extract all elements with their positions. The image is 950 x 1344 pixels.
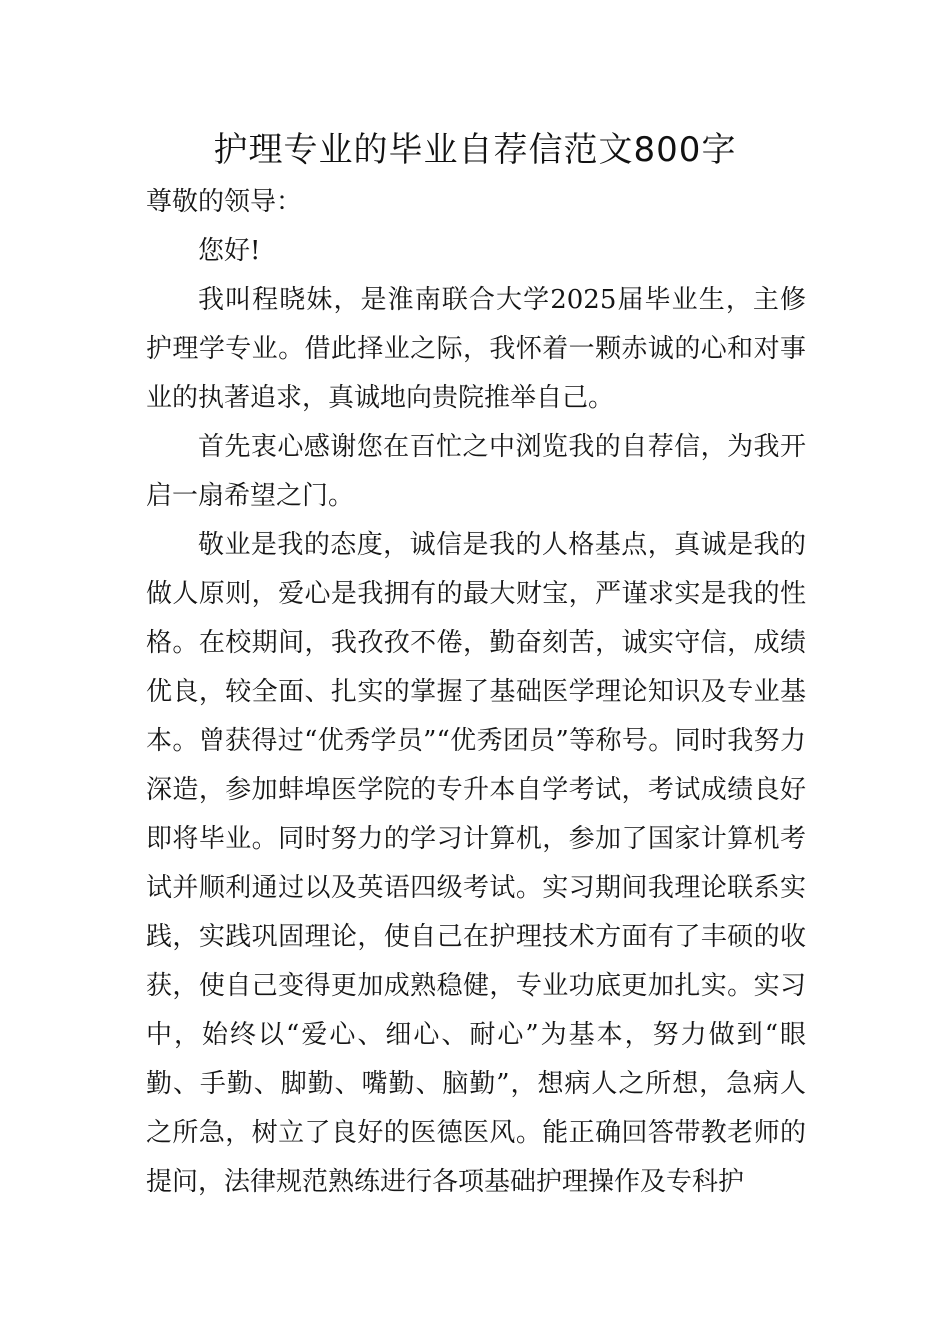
paragraph-introduction: 我叫程晓妹，是淮南联合大学2025届毕业生，主修护理学专业。借此择业之际，我怀着一颗赤诚的心和对事业的执著追求，真诚地向贵院推举自己。 — [146, 285, 806, 413]
paragraph-thanks: 首先衷心感谢您在百忙之中浏览我的自荐信，为我开启一扇希望之门。 — [146, 432, 806, 511]
greeting: 您好! — [198, 236, 261, 266]
paragraph-qualifications: 敬业是我的态度，诚信是我的人格基点，真诚是我的做人原则，爱心是我拥有的最大财宝，严谨求实是我的性格。在校期间，我孜孜不倦，勤奋刻苦，诚实守信，成绩优良，较全面、扎实的掌握了基础医学理论知识及专业基本。曾获得过“优秀学员”“优秀团员”等称号。同时我努力深造，参加蚌埠医学院的专升本自学考试，考试成绩良好即将毕业。同时努力的学习计算机，参加了国家计算机考试并顺利通过以及英语四级考试。实习期间我理论联系实践，实践巩固理论，使自己在护理技术方面有了丰硕的收获，使自己变得更加成熟稳健，专业功底更加扎实。实习中，始终以“爱心、细心、耐心”为基本，努力做到“眼勤、手勤、脚勤、嘴勤、脑勤”，想病人之所想，急病人之所急，树立了良好的医德医风。能正确回答带教老师的提问，法律规范熟练进行各项基础护理操作及专科护 — [146, 530, 806, 1197]
letter-body — [146, 178, 806, 1207]
document-title: 护理专业的毕业自荐信范文800字 — [213, 130, 737, 170]
salutation: 尊敬的领导： — [146, 187, 303, 217]
